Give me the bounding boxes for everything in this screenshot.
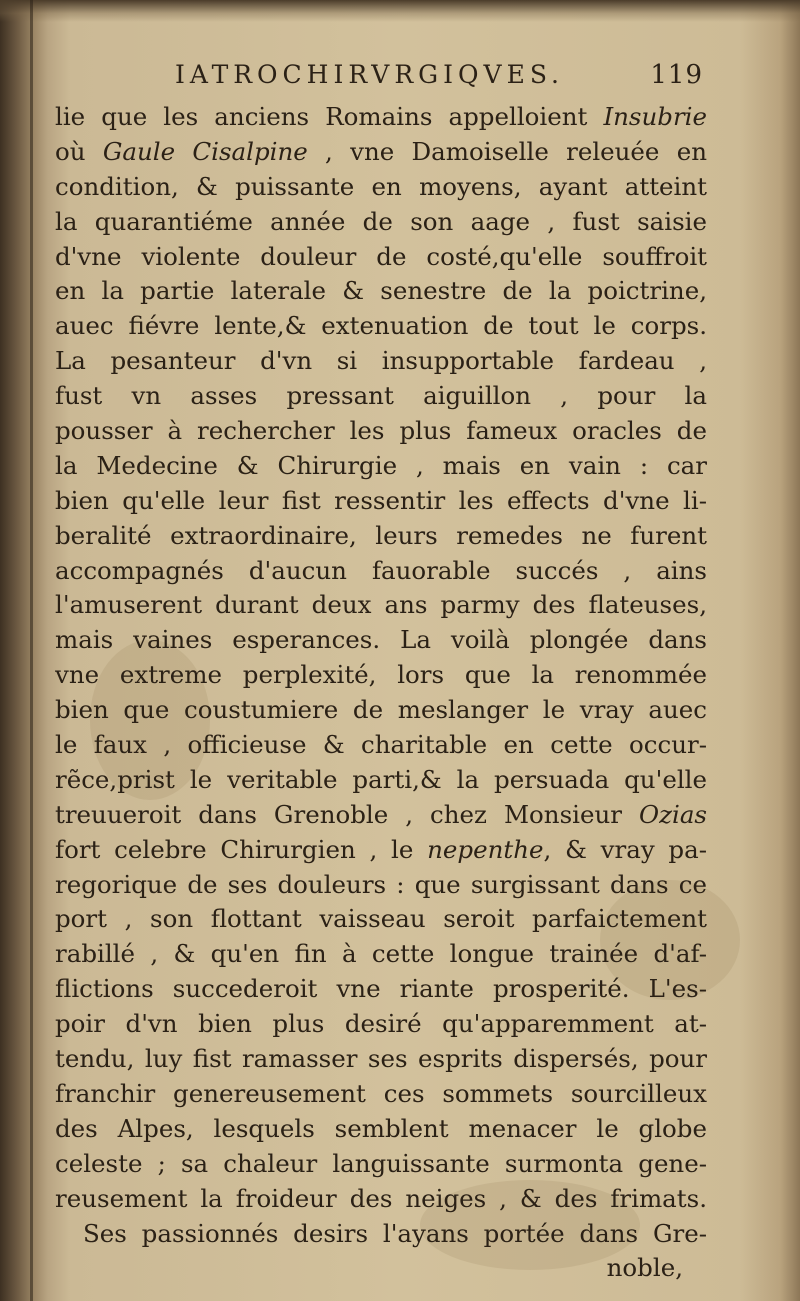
text-segment: vne extreme perplexité, lors que la renommée	[55, 660, 707, 690]
text-segment: rabillé , & qu'en fin à cette longue trainée d'af-	[55, 939, 707, 969]
text-segment: accompagnés d'aucun fauorable succés , ains	[55, 555, 707, 585]
text-segment: l'amuserent durant deux ans parmy des flateuses,	[55, 590, 707, 620]
text-line	[55, 414, 707, 449]
text-segment: où	[55, 136, 103, 166]
book-page	[55, 60, 707, 1286]
text-segment: treuueroit dans Grenoble , chez Monsieur	[55, 799, 639, 829]
text-segment: celeste ; sa chaleur languissante surmonta gene-	[55, 1148, 707, 1178]
text-line	[55, 833, 707, 868]
text-segment: La pesanteur d'vn si insupportable fardeau ,	[55, 346, 707, 376]
text-segment: poir d'vn bien plus desiré qu'apparemment at-	[55, 1009, 707, 1039]
text-segment: bien qu'elle leur fist ressentir les effects d'vne li-	[55, 485, 707, 515]
text-line	[55, 693, 707, 728]
italic-segment: nepenthe	[427, 834, 544, 864]
text-segment: franchir genereusement ces sommets sourcilleux	[55, 1078, 707, 1108]
text-segment: fust vn asses pressant aiguillon , pour la	[55, 381, 707, 411]
text-line	[55, 937, 707, 972]
text-line	[55, 205, 707, 240]
text-segment: auec fiévre lente,& extenuation de tout le corps.	[55, 311, 707, 341]
text-segment: la Medecine & Chirurgie , mais en vain : car	[55, 450, 707, 480]
text-segment: flictions succederoit vne riante prosperité. L'es-	[55, 974, 707, 1004]
text-line	[55, 100, 707, 135]
text-segment: , vne Damoiselle releuée en	[307, 136, 707, 166]
text-line	[55, 309, 707, 344]
text-segment: beralité extraordinaire, leurs remedes ne furent	[55, 520, 707, 550]
text-segment: pousser à rechercher les plus fameux oracles de	[55, 416, 707, 446]
text-line	[55, 274, 707, 309]
text-line	[55, 519, 707, 554]
text-line	[55, 623, 707, 658]
text-line	[55, 379, 707, 414]
text-segment: lie que les anciens Romains appelloient	[55, 102, 604, 131]
text-segment: , & vray pa-	[543, 834, 707, 864]
text-line	[55, 972, 707, 1007]
page-top-shadow	[0, 0, 800, 22]
text-line	[55, 135, 707, 170]
text-line	[55, 1182, 707, 1217]
text-segment: bien que coustumiere de meslanger le vray auec	[55, 695, 707, 725]
text-line	[55, 1042, 707, 1077]
text-line	[55, 449, 707, 484]
text-line	[55, 798, 707, 833]
italic-segment: Ozias	[638, 799, 707, 829]
text-line	[55, 763, 707, 798]
text-segment: Ses passionnés desirs l'ayans portée dans Gre-	[83, 1218, 707, 1248]
text-line	[55, 344, 707, 379]
text-line	[55, 484, 707, 519]
page-number: 119	[650, 60, 703, 90]
text-segment: des Alpes, lesquels semblent menacer le globe	[55, 1113, 707, 1143]
text-line	[55, 658, 707, 693]
text-line	[55, 554, 707, 589]
text-line	[55, 1251, 707, 1286]
italic-segment: Insubrie	[603, 102, 707, 131]
text-segment: la quarantiéme année de son aage , fust saisie	[55, 206, 707, 236]
text-segment: fort celebre Chirurgien , le	[55, 834, 428, 864]
text-line	[55, 170, 707, 205]
text-line	[55, 1007, 707, 1042]
text-segment: noble,	[606, 1253, 683, 1283]
text-line	[55, 1112, 707, 1147]
text-segment: rẽce,prist le veritable parti,& la persuada qu'elle	[55, 764, 707, 794]
text-line	[55, 1217, 707, 1252]
text-line	[55, 240, 707, 275]
running-title: IATROCHIRVRGIQVES.	[175, 60, 564, 89]
italic-segment: Gaule Cisalpine	[102, 136, 308, 166]
text-line	[55, 728, 707, 763]
text-segment: le faux , officieuse & charitable en cette occur-	[55, 730, 707, 760]
binding-gutter	[30, 0, 33, 1301]
text-segment: tendu, luy fist ramasser ses esprits dispersés, pour	[55, 1044, 707, 1074]
running-head	[55, 60, 707, 100]
text-line	[55, 1077, 707, 1112]
text-segment: reusement la froideur des neiges , & des frimats.	[55, 1183, 707, 1213]
text-line	[55, 868, 707, 903]
text-line	[55, 588, 707, 623]
text-segment: mais vaines esperances. La voilà plongée dans	[55, 625, 707, 655]
text-segment: port , son flottant vaisseau seroit parfaictement	[55, 904, 707, 934]
text-segment: condition, & puissante en moyens, ayant atteint	[55, 171, 707, 201]
body-text	[55, 100, 707, 1286]
text-segment: en la partie laterale & senestre de la poictrine,	[55, 276, 707, 306]
text-segment: regorique de ses douleurs : que surgissant dans ce	[55, 869, 707, 899]
text-line	[55, 1147, 707, 1182]
text-line	[55, 902, 707, 937]
text-segment: d'vne violente douleur de costé,qu'elle souffroit	[55, 241, 707, 271]
